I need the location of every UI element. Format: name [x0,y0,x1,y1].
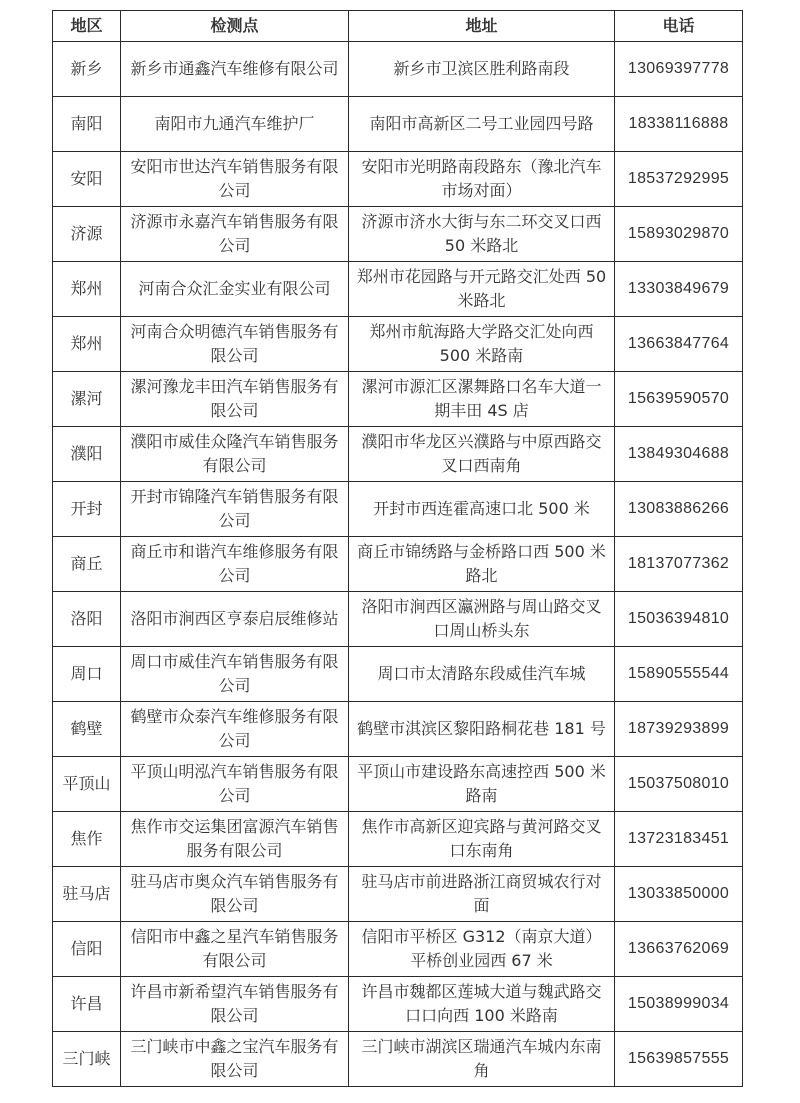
address-cell: 信阳市平桥区 G312（南京大道）平桥创业园西 67 米 [349,922,615,977]
phone-cell: 13303849679 [615,262,743,317]
station-cell: 漯河豫龙丰田汽车销售服务有限公司 [121,372,349,427]
phone-cell: 15639590570 [615,372,743,427]
region-cell: 安阳 [53,152,121,207]
header-phone: 电话 [615,11,743,42]
station-cell: 南阳市九通汽车维护厂 [121,97,349,152]
address-cell: 济源市济水大街与东二环交叉口西 50 米路北 [349,207,615,262]
station-cell: 新乡市通鑫汽车维修有限公司 [121,42,349,97]
region-cell: 濮阳 [53,427,121,482]
inspection-stations-table [52,10,743,1087]
phone-cell: 13083886266 [615,482,743,537]
table-header [53,11,743,42]
region-cell: 周口 [53,647,121,702]
address-cell: 郑州市航海路大学路交汇处向西 500 米路南 [349,317,615,372]
region-cell: 许昌 [53,977,121,1032]
phone-cell: 15639857555 [615,1032,743,1087]
address-cell: 新乡市卫滨区胜利路南段 [349,42,615,97]
table-row [53,152,743,207]
table-row [53,757,743,812]
table-row [53,372,743,427]
station-cell: 焦作市交运集团富源汽车销售服务有限公司 [121,812,349,867]
station-cell: 安阳市世达汽车销售服务有限公司 [121,152,349,207]
inspection-stations-document [52,10,742,1087]
region-cell: 南阳 [53,97,121,152]
address-cell: 三门峡市湖滨区瑞通汽车城内东南角 [349,1032,615,1087]
phone-cell: 15890555544 [615,647,743,702]
region-cell: 新乡 [53,42,121,97]
region-cell: 郑州 [53,317,121,372]
address-cell: 许昌市魏都区莲城大道与魏武路交口口向西 100 米路南 [349,977,615,1032]
region-cell: 郑州 [53,262,121,317]
phone-cell: 18739293899 [615,702,743,757]
address-cell: 平顶山市建设路东高速控西 500 米路南 [349,757,615,812]
address-cell: 周口市太清路东段威佳汽车城 [349,647,615,702]
region-cell: 平顶山 [53,757,121,812]
phone-cell: 18338116888 [615,97,743,152]
table-row [53,922,743,977]
phone-cell: 18137077362 [615,537,743,592]
phone-cell: 13033850000 [615,867,743,922]
address-cell: 漯河市源汇区漯舞路口名车大道一期丰田 4S 店 [349,372,615,427]
phone-cell: 13069397778 [615,42,743,97]
station-cell: 鹤壁市众泰汽车维修服务有限公司 [121,702,349,757]
table-row [53,592,743,647]
station-cell: 开封市锦隆汽车销售服务有限公司 [121,482,349,537]
station-cell: 许昌市新希望汽车销售服务有限公司 [121,977,349,1032]
header-address: 地址 [349,11,615,42]
address-cell: 濮阳市华龙区兴濮路与中原西路交叉口西南角 [349,427,615,482]
address-cell: 南阳市高新区二号工业园四号路 [349,97,615,152]
phone-cell: 15893029870 [615,207,743,262]
phone-cell: 13849304688 [615,427,743,482]
station-cell: 三门峡市中鑫之宝汽车服务有限公司 [121,1032,349,1087]
region-cell: 三门峡 [53,1032,121,1087]
phone-cell: 15038999034 [615,977,743,1032]
table-row [53,647,743,702]
header-row [53,11,743,42]
phone-cell: 13723183451 [615,812,743,867]
phone-cell: 15037508010 [615,757,743,812]
station-cell: 河南合众汇金实业有限公司 [121,262,349,317]
address-cell: 焦作市高新区迎宾路与黄河路交叉口东南角 [349,812,615,867]
table-row [53,1032,743,1087]
header-station: 检测点 [121,11,349,42]
station-cell: 商丘市和谐汽车维修服务有限公司 [121,537,349,592]
table-row [53,482,743,537]
table-row [53,262,743,317]
table-row [53,97,743,152]
table-row [53,977,743,1032]
table-row [53,702,743,757]
header-region: 地区 [53,11,121,42]
region-cell: 鹤壁 [53,702,121,757]
address-cell: 开封市西连霍高速口北 500 米 [349,482,615,537]
table-row [53,867,743,922]
table-row [53,812,743,867]
phone-cell: 15036394810 [615,592,743,647]
phone-cell: 13663762069 [615,922,743,977]
table-row [53,42,743,97]
station-cell: 驻马店市奥众汽车销售服务有限公司 [121,867,349,922]
address-cell: 郑州市花园路与开元路交汇处西 50 米路北 [349,262,615,317]
region-cell: 济源 [53,207,121,262]
table-row [53,317,743,372]
address-cell: 安阳市光明路南段路东（豫北汽车市场对面） [349,152,615,207]
table-body [53,42,743,1087]
phone-cell: 13663847764 [615,317,743,372]
phone-cell: 18537292995 [615,152,743,207]
table-row [53,207,743,262]
station-cell: 信阳市中鑫之星汽车销售服务有限公司 [121,922,349,977]
address-cell: 商丘市锦绣路与金桥路口西 500 米路北 [349,537,615,592]
region-cell: 漯河 [53,372,121,427]
station-cell: 平顶山明泓汽车销售服务有限公司 [121,757,349,812]
table-row [53,427,743,482]
station-cell: 周口市威佳汽车销售服务有限公司 [121,647,349,702]
station-cell: 濮阳市威佳众隆汽车销售服务有限公司 [121,427,349,482]
address-cell: 鹤壁市淇滨区黎阳路桐花巷 181 号 [349,702,615,757]
address-cell: 驻马店市前进路浙江商贸城农行对面 [349,867,615,922]
region-cell: 驻马店 [53,867,121,922]
region-cell: 焦作 [53,812,121,867]
region-cell: 信阳 [53,922,121,977]
station-cell: 河南合众明德汽车销售服务有限公司 [121,317,349,372]
station-cell: 济源市永嘉汽车销售服务有限公司 [121,207,349,262]
region-cell: 洛阳 [53,592,121,647]
address-cell: 洛阳市涧西区瀛洲路与周山路交叉口周山桥头东 [349,592,615,647]
station-cell: 洛阳市涧西区亨泰启辰维修站 [121,592,349,647]
region-cell: 商丘 [53,537,121,592]
table-row [53,537,743,592]
region-cell: 开封 [53,482,121,537]
